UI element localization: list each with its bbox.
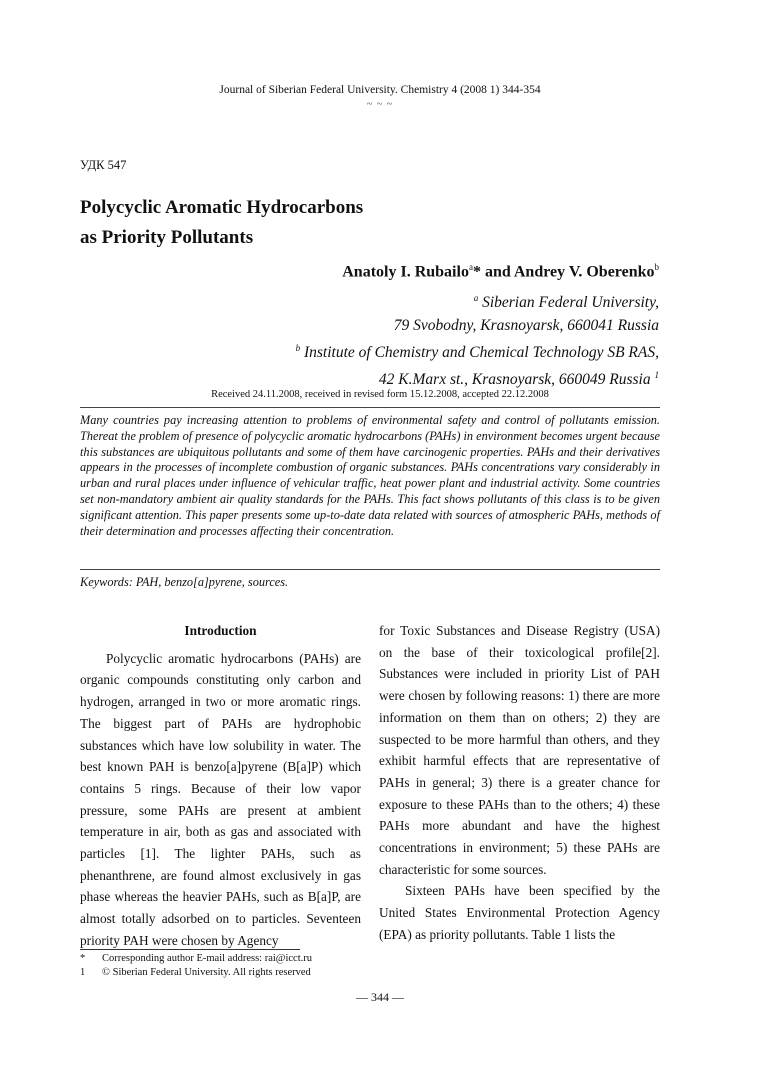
paragraph-intro-1: Polycyclic aromatic hydrocarbons (PAHs) are organic compounds constituting only carbon and hydrogen, arranged in two or more aromatic rings. The biggest part of PAHs are hydrophobic substances which have low solubility in water. The best known PAH is benzo[a]pyrene (B[a]P) which contains 5 rings. Because of their low vapor pressure, some PAHs are present at ambient temperature in air, both as gas and associated with particles [1]. The lighter PAHs, such as phenanthrene, are found almost exclusively in gas phase whereas the heavier PAHs, such as B[a]P, are almost totally adsorbed on to particles. Seventeen priority PAH were chosen by Agency: [80, 650, 361, 948]
paragraph-intro-3: Sixteen PAHs have been specified by the United States Environmental Protection Agency (EPA) as priority pollutants. Table 1 lists the: [379, 883, 660, 942]
received-dates: Received 24.11.2008, received in revised form 15.12.2008, accepted 22.12.2008: [211, 389, 549, 400]
affil-a-line-2: 79 Svobodny, Krasnoyarsk, 660041 Russia: [393, 317, 659, 335]
footnote-2: 1 © Siberian Federal University. All rights reserved: [80, 967, 311, 978]
author-1-affil: a: [468, 262, 473, 272]
abstract-rule-bottom: [80, 569, 660, 570]
udk-code: УДК 547: [80, 158, 127, 172]
header-ornament: ~ ~ ~: [366, 99, 394, 110]
corresponding-star: *: [472, 263, 481, 281]
title-line-1: Polycyclic Aromatic Hydrocarbons: [80, 197, 364, 218]
page-number: — 344 —: [356, 990, 404, 1004]
author-2-affil: b: [654, 262, 659, 272]
footnote-1: * Corresponding author E-mail address: rai@icct.ru: [80, 953, 312, 964]
journal-header: Journal of Siberian Federal University. Chemistry 4 (2008 1) 344-354: [219, 84, 541, 96]
right-column: [379, 620, 660, 946]
abstract-rule-top: [80, 407, 660, 408]
affil-a-line-1: $^a$ Siberian Federal University,: [473, 293, 659, 312]
paragraph-intro-2: for Toxic Substances and Disease Registry (USA) on the base of their toxicological profile[2]. Substances were included in priority List of PAH were chosen by following reasons: 1) there are more information on them than on others; 2) they are suspected to be more harmful than others, and they exhibit harmful effects that are representative of PAHs in general; 3) there is a greater chance for exposure to these PAHs than to the others; 4) these PAHs more abundant and have the highest concentrations in environment; 5) these PAHs are characteristic for some sources.: [379, 623, 660, 877]
keywords: Keywords: PAH, benzo[a]pyrene, sources.: [80, 575, 289, 589]
abstract: Many countries pay increasing attention to problems of environmental safety and control of pollutants emission. Thereat the problem of presence of polycyclic aromatic hydrocarbons (PAHs) in environment becomes urgent because this substances are ubiquitous pollutants and some of them have carcinogenic properties. PAHs and their derivatives appears in the processes of incomplete combustion of organic substances. PAHs concentrations vary considerably in urban and rural places under influence of vehicular traffic, heat power plant and industrial activity. Some countries set non-mandatory ambient air quality standards for the PAHs. This fact shows pollutants of this class is to be given significant attention. This paper presents some up-to-date data related with sources of atmospheric PAHs, methods of their determination and processes affecting their concentration.: [80, 413, 660, 538]
section-heading: Introduction: [184, 623, 257, 638]
authors: [342, 262, 659, 281]
author-2: Andrey V. Oberenko: [513, 263, 655, 281]
paper-title: [80, 193, 363, 253]
affil-b-line-2: 42 K.Marx st., Krasnoyarsk, 660049 Russia $^1$: [378, 370, 659, 389]
footnote-rule: [80, 949, 300, 950]
author-1: Anatoly I. Rubailo: [342, 263, 469, 281]
affil-b-line-1: $^b$ Institute of Chemistry and Chemical Technology SB RAS,: [295, 343, 659, 362]
left-column: [80, 620, 361, 952]
title-line-2: as Priority Pollutants: [80, 227, 254, 248]
authors-and: and: [480, 263, 514, 281]
affiliations: [296, 287, 659, 391]
